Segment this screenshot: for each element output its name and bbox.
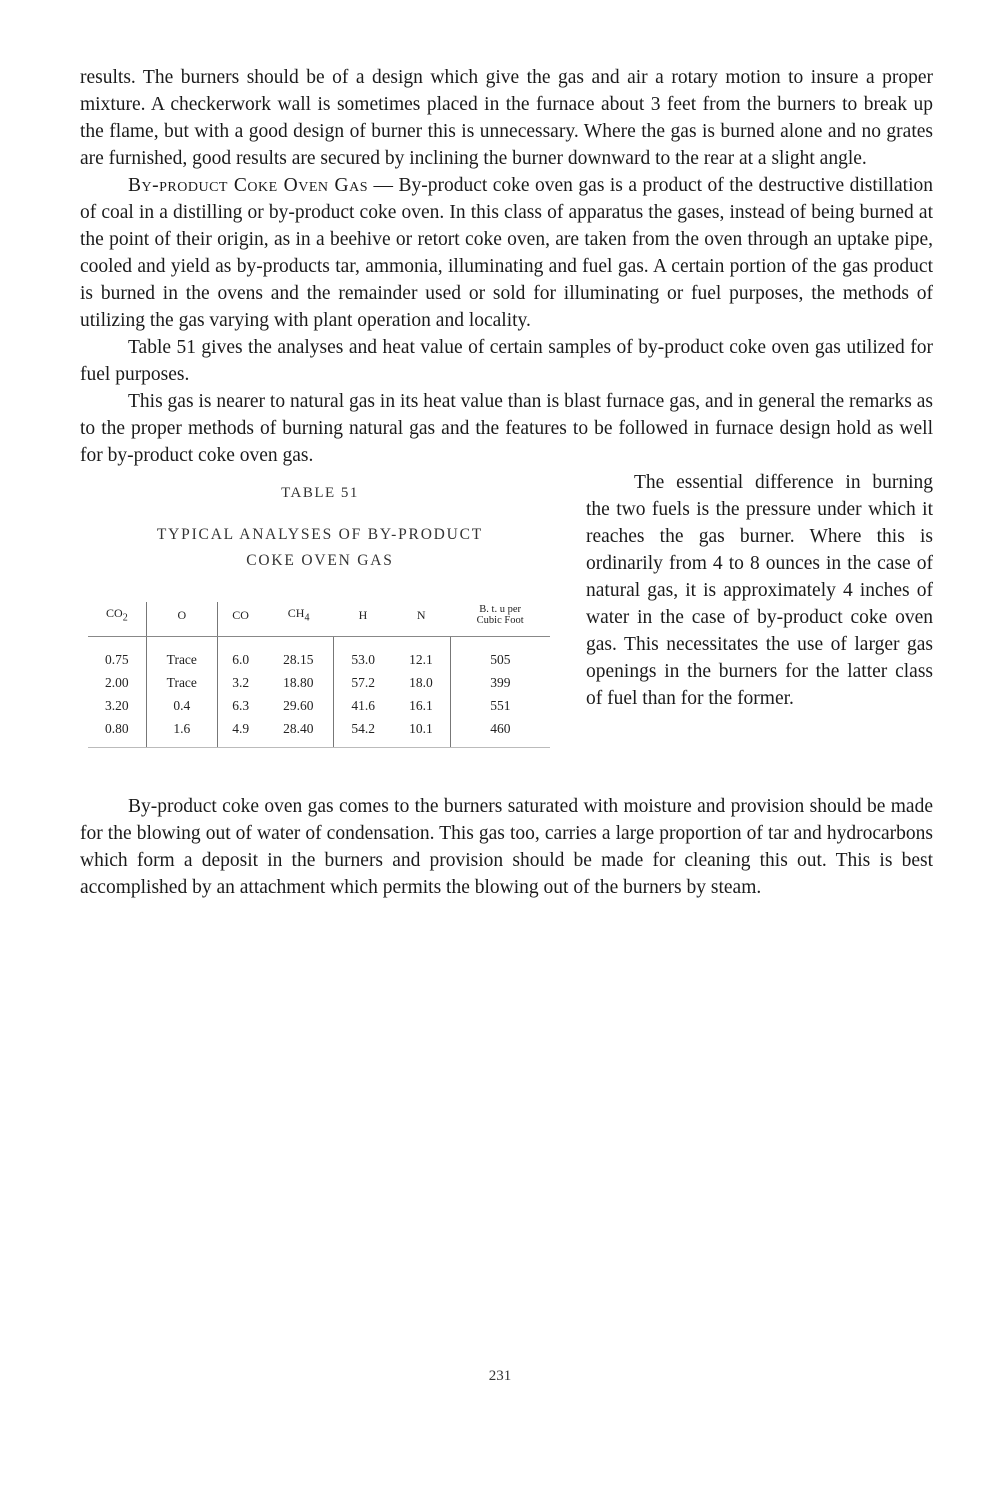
table-header-row: [88, 602, 550, 637]
cell-co2: 0.80: [88, 717, 146, 748]
header-co: CO: [217, 602, 263, 637]
table-title-line-2: COKE OVEN GAS: [246, 552, 394, 569]
table-block: [80, 475, 560, 748]
header-co2: $CO_2$: [88, 602, 146, 637]
cell-o: Trace: [146, 671, 217, 694]
cell-co2: 0.75: [105, 652, 129, 667]
paragraph-heat-value: This gas is nearer to natural gas in its heat value than is blast furnace gas, and in general the remarks as to the proper methods of burning natural gas and the features to be followed in furnace design hold as well for by-product coke oven gas.: [80, 391, 933, 466]
header-ch4: $CH_4$: [263, 602, 333, 637]
paragraph-table-reference: Table 51 gives the analyses and heat value of certain samples of by-product coke oven gas utilized for fuel purposes.: [80, 337, 933, 385]
cell-ch4: 18.80: [283, 675, 314, 690]
cell-n: 18.0: [409, 675, 433, 690]
cell-o: 0.4: [146, 694, 217, 717]
cell-h: 41.6: [334, 694, 392, 717]
table-label: TABLE 51: [281, 485, 359, 501]
cell-co: 6.0: [217, 637, 263, 672]
page-number: 231: [488, 1368, 512, 1384]
cell-n: 12.1: [409, 652, 433, 667]
table-title: [80, 522, 560, 574]
cell-co: 6.3: [217, 694, 263, 717]
cell-btu: 551: [450, 694, 550, 717]
page-body: [80, 64, 933, 901]
cell-ch4: 28.40: [263, 717, 333, 748]
section-heading: By-product Coke Oven Gas: [128, 175, 368, 196]
cell-btu: 460: [450, 717, 550, 748]
table-title-line-1: TYPICAL ANALYSES OF BY-PRODUCT: [156, 526, 484, 543]
header-h: H: [334, 602, 392, 637]
cell-n: 10.1: [392, 717, 450, 748]
cell-co: 4.9: [217, 717, 263, 748]
paragraph-coke-oven-gas: [80, 172, 933, 334]
cell-co2: 3.20: [105, 698, 129, 713]
table-row: [88, 637, 550, 672]
analyses-table: [88, 602, 550, 748]
cell-h: 54.2: [334, 717, 392, 748]
cell-co: 3.2: [217, 671, 263, 694]
cell-o: 1.6: [146, 717, 217, 748]
cell-ch4: 28.15: [283, 652, 314, 667]
header-btu: B. t. u per Cubic Foot: [450, 602, 550, 637]
paragraph-burner-design: results. The burners should be of a design which give the gas and air a rotary motion to insure a proper mixture. A checkerwork wall is sometimes placed in the furnace about 3 feet from the burners to break up the flame, but with a good design of burner this is unnecessary. Where the gas is burned alone and no grates are furnished, good results are secured by inclining the burner downward to the rear at a slight angle.: [80, 67, 933, 169]
table-row: [88, 717, 550, 748]
cell-h: 57.2: [334, 671, 392, 694]
cell-n: 16.1: [409, 698, 433, 713]
heading-dash: —: [368, 175, 399, 196]
table-section: [80, 469, 933, 793]
cell-h: 53.0: [334, 637, 392, 672]
header-o: O: [146, 602, 217, 637]
paragraph-coke-oven-gas-body: By-product coke oven gas is a product of the destructive distillation of coal in a distilling or by-product coke oven. In this class of apparatus the gases, instead of being burned at the point of their origin, as in a beehive or retort coke oven, are taken from the oven through an uptake pipe, cooled and yield as by-products tar, ammonia, illuminating and fuel gas. A certain portion of the gas product is burned in the ovens and the remainder used or sold for illuminating or fuel purposes, the methods of utilizing the gas varying with plant operation and locality.: [80, 175, 933, 331]
cell-co2: 2.00: [105, 675, 129, 690]
table-row: [88, 694, 550, 717]
cell-btu: 399: [450, 671, 550, 694]
paragraph-moisture: By-product coke oven gas comes to the burners saturated with moisture and provision should be made for the blowing out of water of condensation. This gas too, carries a large proportion of tar and hydrocarbons which form a deposit in the burners and provision should be made for cleaning this out. This is best accomplished by an attachment which permits the blowing out of the burners by steam.: [80, 796, 933, 898]
table-row: [88, 671, 550, 694]
cell-btu: 505: [450, 637, 550, 672]
header-n: N: [392, 602, 450, 637]
cell-ch4: 29.60: [283, 698, 314, 713]
cell-o: Trace: [146, 637, 217, 672]
paragraph-pressure-difference: The essential difference in burning the two fuels is the pressure under which it reaches the gas burner. Where this is ordinarily from 4 to 8 ounces in the case of natural gas, it is approximately 4 inches of water in the case of by-product coke oven gas. This necessitates the use of larger gas openings in the burners for the latter class of fuel than for the former.: [586, 472, 933, 709]
